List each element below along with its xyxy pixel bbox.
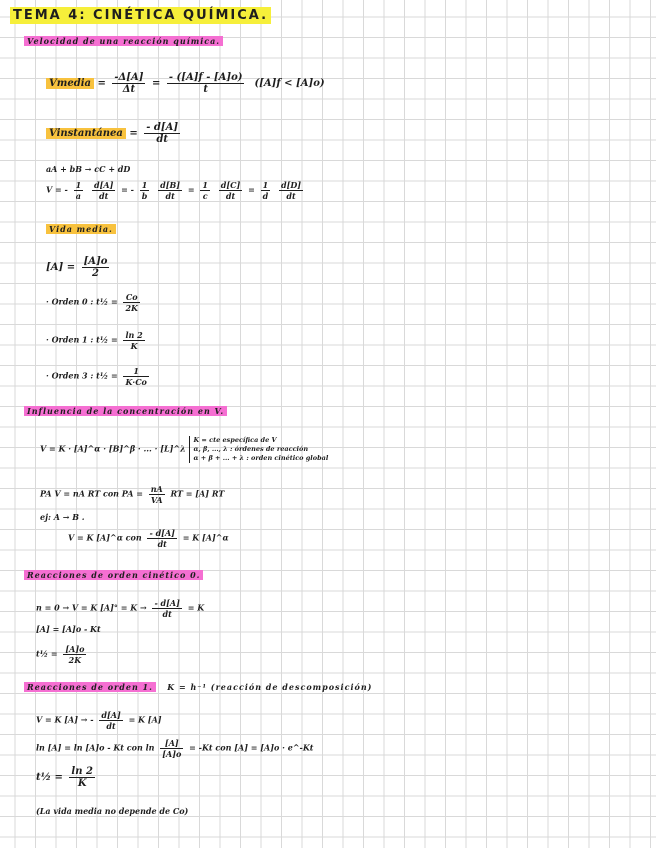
eq-vmedia: Vmedia = $\frac{-\Delta[A]}{\Delta t}$ = $\frac{- ([A]f - [A]o)}{t}$ ([A]f < [A]o) <box>46 72 325 95</box>
section-influencia: Influencia de la concentración en V. <box>24 406 227 416</box>
section-orden1: Reacciones de orden 1. K = h⁻¹ (reacción de descomposición) <box>24 682 372 692</box>
eq-zero-rate: n = 0 → V = K [A]° = K → $\frac{- d[A]}{dt}$ = K <box>36 598 205 619</box>
eq-first-halflife: t½ = $\frac{\ln 2}{K}$ <box>36 766 93 789</box>
section-orden0: Reacciones de orden cinético 0. <box>24 570 203 580</box>
eq-gas: PA V = nA RT con PA = $\frac{nA}{VA}$ RT = [A] RT <box>40 484 225 505</box>
eq-zero-integrated: [A] = [A]o - Kt <box>36 624 101 634</box>
eq-orden3: · Orden 3 : t½ = $\frac{1}{K\cdot Co}$ <box>46 366 147 387</box>
eq-reaction: aA + bB → cC + dD <box>46 164 131 174</box>
eq-vgen: V = - $\frac{1}{a}$ $\frac{d[A]}{dt}$ = - $\frac{1}{b}$ $\frac{d[B]}{dt}$ = $\frac{1}{c}$ $\frac{d[C]}{dt}$ = $\frac{1}{d}$ $\frac{d[D]}{dt}$ <box>46 180 302 201</box>
eq-example: ej: A → B . <box>40 512 85 522</box>
eq-orden1: · Orden 1 : t½ = $\frac{\ln 2}{K}$ <box>46 330 143 351</box>
eq-halfdef: [A] = $\frac{[A]o}{2}$ <box>46 256 108 279</box>
halflife-note: (La vida media no depende de Co) <box>36 806 189 816</box>
section-velocidad: Velocidad de una reacción química. <box>24 36 223 46</box>
eq-first-integrated: ln [A] = ln [A]o - Kt con ln $\frac{[A]}{[A]o}$ = -Kt con [A] = [A]o · e^-Kt <box>36 738 314 759</box>
page-title: TEMA 4: CINÉTICA QUÍMICA. <box>10 8 271 23</box>
rate-law-brace: K = cte específica de V α, β, ..., λ : órdenes de reacción α + β + ... + λ : orden cinético global <box>189 436 329 463</box>
eq-first-rate: V = K [A] → - $\frac{d[A]}{dt}$ = K [A] <box>36 710 162 731</box>
eq-rate-law: V = K · [A]^α · [B]^β · ... · [L]^λ K = cte específica de V α, β, ..., λ : órdenes de reacción α + β + ... + λ : orden cinético global <box>40 436 329 462</box>
eq-vinst: Vinstantánea = $\frac{- d[A]}{dt}$ <box>46 122 183 145</box>
eq-example-rate: V = K [A]^α con $\frac{- d[A]}{dt}$ = K [A]^α <box>68 528 229 549</box>
section-vida-media: Vida media. <box>46 224 116 234</box>
eq-zero-halflife: t½ = $\frac{[A]o}{2K}$ <box>36 644 85 665</box>
eq-orden0: · Orden 0 : t½ = $\frac{Co}{2K}$ <box>46 292 138 313</box>
